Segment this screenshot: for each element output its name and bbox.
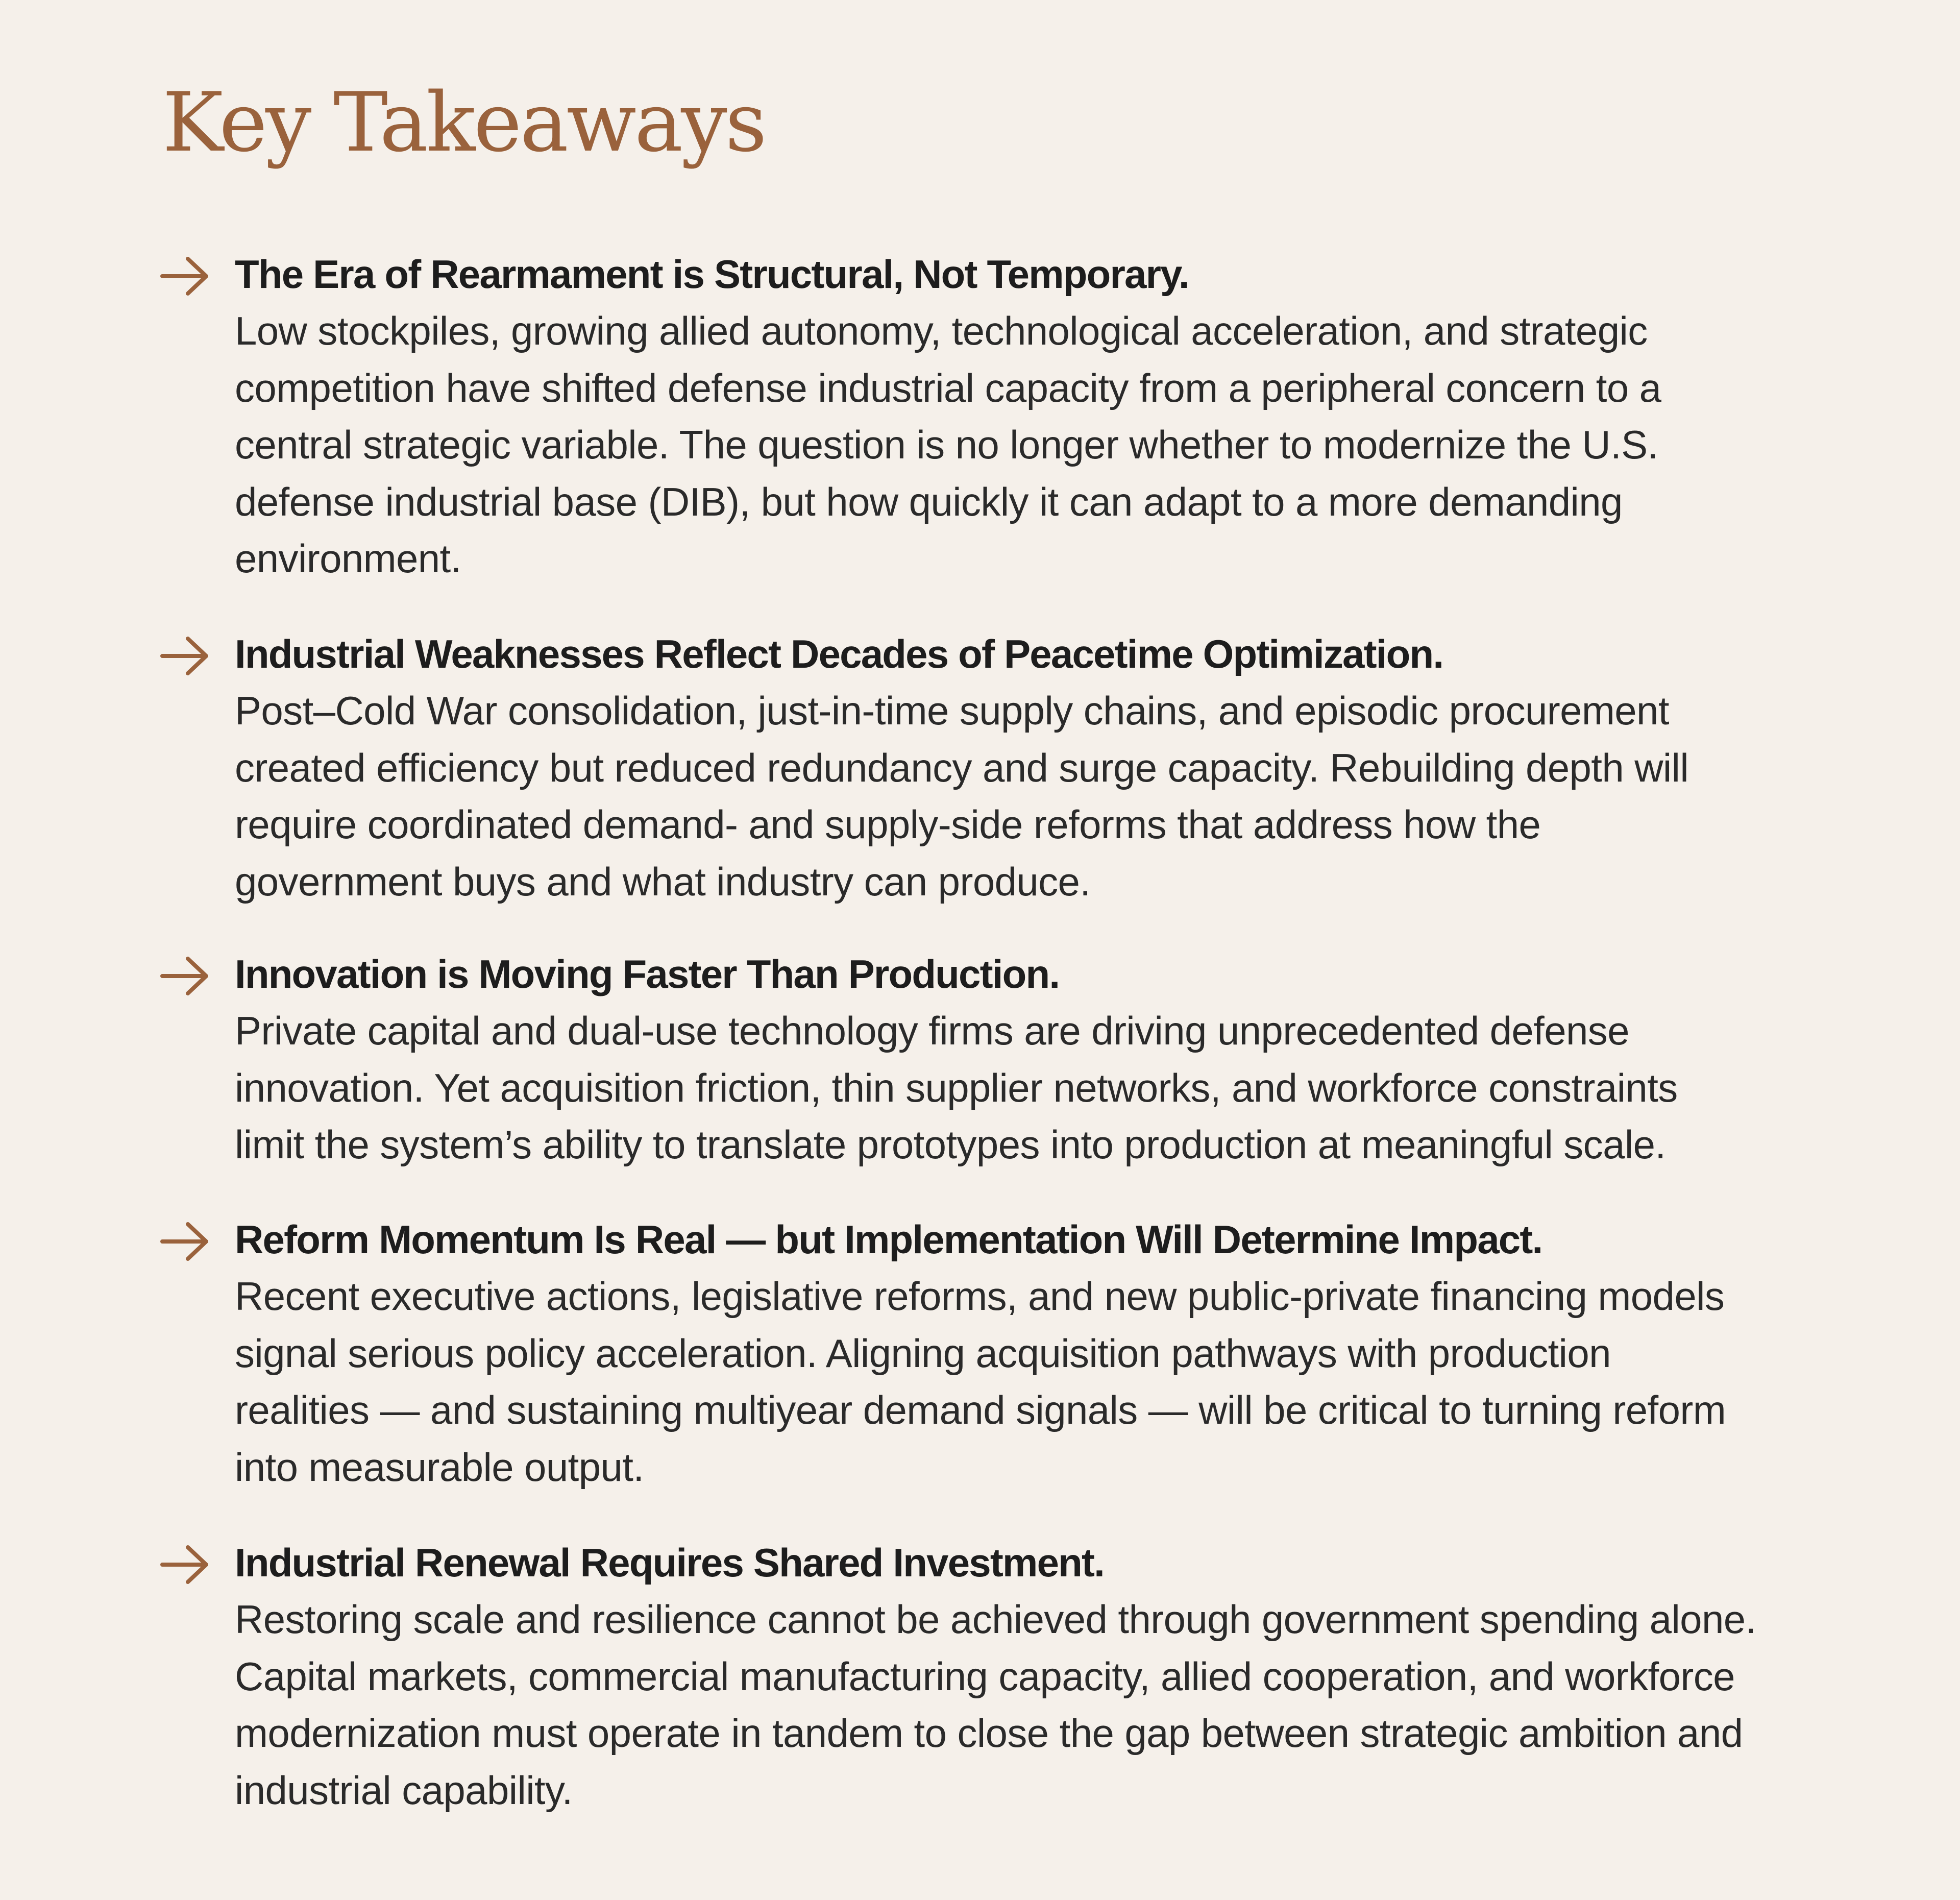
takeaway-heading: Industrial Renewal Requires Shared Investment. bbox=[235, 1540, 1105, 1585]
takeaway-body-line: defense industrial base (DIB), but how quickly it can adapt to a more demanding bbox=[235, 479, 1623, 524]
takeaway-body-line: government buys and what industry can produce. bbox=[235, 859, 1091, 904]
takeaway-body-line: Post–Cold War consolidation, just-in-time supply chains, and episodic procurement bbox=[235, 688, 1669, 733]
takeaway-body bbox=[235, 1268, 1940, 1496]
arrow-right-icon bbox=[159, 630, 212, 681]
takeaway-body-line: signal serious policy acceleration. Aligning acquisition pathways with production bbox=[235, 1330, 1611, 1376]
takeaway-body-line: Restoring scale and resilience cannot be achieved through government spending alone. bbox=[235, 1597, 1756, 1642]
takeaway-body bbox=[235, 1591, 1940, 1819]
arrow-right-icon bbox=[159, 251, 212, 302]
takeaway-body-line: Private capital and dual-use technology firms are driving unprecedented defense bbox=[235, 1008, 1629, 1053]
takeaway-body-line: competition have shifted defense industrial capacity from a peripheral concern to a bbox=[235, 365, 1661, 410]
takeaway-body-line: central strategic variable. The question is no longer whether to modernize the U.S. bbox=[235, 422, 1658, 467]
arrow-right-icon bbox=[159, 1216, 212, 1267]
takeaway-body-line: industrial capability. bbox=[235, 1767, 573, 1813]
arrow-right-icon bbox=[159, 1539, 212, 1590]
takeaway-body bbox=[235, 303, 1940, 588]
takeaway-body-line: environment. bbox=[235, 536, 461, 581]
takeaway-body-line: require coordinated demand- and supply-side reforms that address how the bbox=[235, 802, 1541, 847]
takeaway-body-line: created efficiency but reduced redundancy and surge capacity. Rebuilding depth will bbox=[235, 745, 1689, 790]
takeaway-heading: Innovation is Moving Faster Than Production. bbox=[235, 952, 1060, 996]
takeaway-body-line: Capital markets, commercial manufacturing capacity, allied cooperation, and workforce bbox=[235, 1653, 1735, 1699]
takeaway-body-line: realities — and sustaining multiyear demand signals — will be critical to turning reform bbox=[235, 1387, 1726, 1432]
takeaway-body bbox=[235, 683, 1940, 910]
takeaway-body-line: into measurable output. bbox=[235, 1444, 644, 1490]
takeaway-heading: Reform Momentum Is Real — but Implementation Will Determine Impact. bbox=[235, 1217, 1542, 1262]
takeaway-body bbox=[235, 1003, 1940, 1174]
arrow-right-icon bbox=[159, 951, 212, 1002]
takeaway-body-line: Recent executive actions, legislative reforms, and new public-private financing models bbox=[235, 1274, 1725, 1319]
takeaway-heading: The Era of Rearmament is Structural, Not Temporary. bbox=[235, 252, 1189, 297]
takeaway-body-line: limit the system’s ability to translate prototypes into production at meaningful scale. bbox=[235, 1122, 1666, 1167]
takeaway-body-line: Low stockpiles, growing allied autonomy, technological acceleration, and strategic bbox=[235, 308, 1648, 353]
takeaway-heading: Industrial Weaknesses Reflect Decades of Peacetime Optimization. bbox=[235, 631, 1443, 676]
page-title: Key Takeaways bbox=[162, 75, 765, 170]
takeaway-body-line: modernization must operate in tandem to close the gap between strategic ambition and bbox=[235, 1711, 1743, 1756]
takeaway-body-line: innovation. Yet acquisition friction, thin supplier networks, and workforce constraints bbox=[235, 1065, 1678, 1110]
